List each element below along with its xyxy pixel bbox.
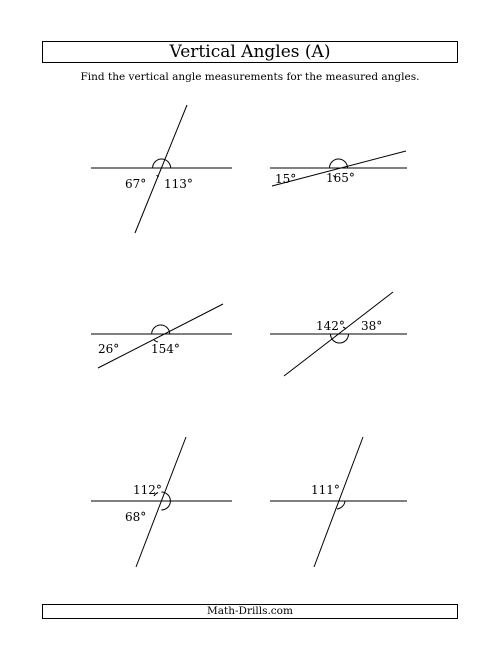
problem-3 — [91, 304, 232, 368]
transversal-line — [135, 105, 187, 233]
angle-label: 165° — [326, 171, 355, 185]
footer-brand: Math-Drills.com — [42, 604, 458, 619]
angle-label: 113° — [164, 177, 193, 191]
transversal-line — [98, 304, 223, 368]
problem-4 — [270, 292, 407, 376]
angle-label: 26° — [98, 342, 120, 356]
angle-label: 15° — [275, 172, 297, 186]
angle-label: 154° — [151, 342, 180, 356]
angle-label: 112° — [133, 483, 162, 497]
angle-label: 142° — [316, 319, 345, 333]
problem-6 — [270, 437, 407, 567]
transversal-line — [314, 437, 363, 567]
worksheet-title: Vertical Angles (A) — [42, 41, 458, 63]
angle-label: 38° — [361, 319, 383, 333]
angle-label: 68° — [125, 510, 147, 524]
transversal-line — [136, 437, 186, 567]
problem-5 — [91, 437, 232, 567]
problem-1 — [91, 105, 232, 233]
instructions: Find the vertical angle measurements for the measured angles. — [80, 71, 420, 83]
angle-label: 67° — [125, 177, 147, 191]
angle-label: 111° — [311, 483, 340, 497]
problem-2 — [270, 151, 407, 186]
